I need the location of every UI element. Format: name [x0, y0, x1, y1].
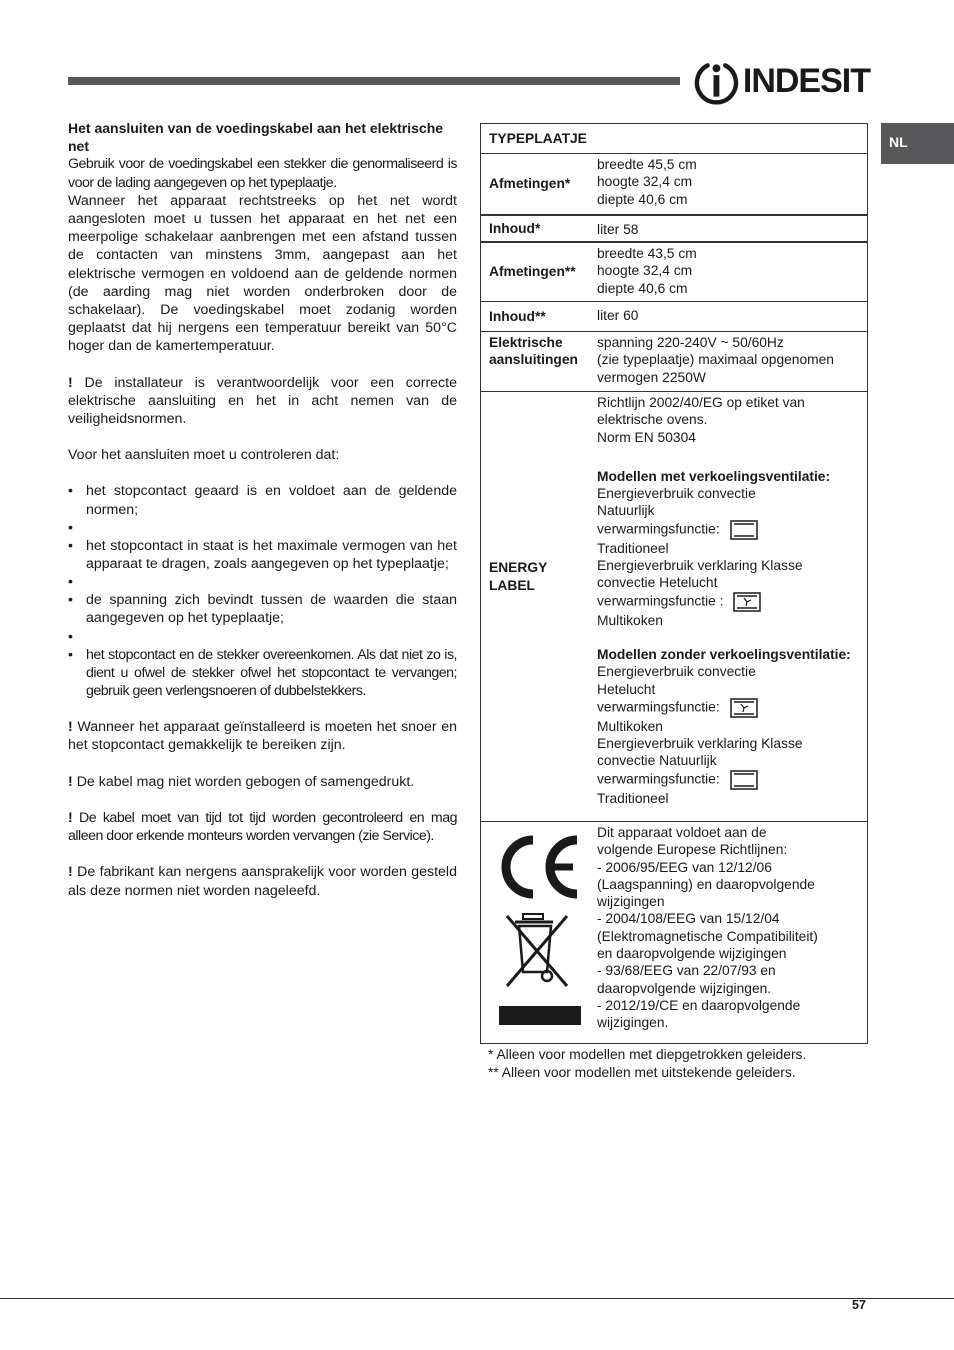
value-line: Richtlijn 2002/40/EG op etiket van — [597, 395, 805, 410]
row-value — [597, 243, 867, 301]
table-row — [481, 331, 867, 391]
value-line: Dit apparaat voldoet aan de — [597, 825, 767, 840]
value-line: verwarmingsfunctie: — [597, 698, 859, 718]
table-row — [481, 153, 867, 214]
check-intro: Voor het aansluiten moet u controleren dat: — [68, 447, 340, 464]
ce-mark-icon — [497, 834, 581, 900]
language-tab: NL — [881, 123, 954, 164]
fan-oven-icon — [730, 698, 758, 718]
warning-text: De kabel moet van tijd tot tijd worden gecontroleerd en mag alleen door erkende monteurs worden vervangen (zie Service). — [68, 809, 457, 845]
warning-manufacturer — [68, 863, 457, 899]
page-number: 57 — [852, 1298, 866, 1312]
warning-cable-access — [68, 718, 457, 754]
section-title: Het aansluiten van de voedingskabel aan het elektrische net — [68, 120, 444, 155]
value-line: elektrische ovens. — [597, 412, 708, 428]
row-label: Inhoud* — [489, 220, 541, 236]
value-line: convectie Hetelucht — [597, 575, 718, 591]
row-value — [597, 332, 867, 391]
value-line: - 2004/108/EEG van 15/12/04 — [597, 911, 780, 927]
value-line: diepte 40,6 cm — [597, 280, 688, 296]
table-row — [481, 214, 867, 241]
value-line: vermogen 2250W — [597, 369, 706, 385]
paragraph-plug: Gebruik voor de voedingskabel een stekker die genormaliseerd is voor de lading aangegeven op het typeplaatje. — [68, 156, 457, 191]
brand-name: INDESIT — [742, 62, 870, 100]
left-column — [68, 119, 457, 900]
warning-mark: ! — [68, 374, 73, 391]
row-value: liter 60 — [597, 308, 639, 323]
value-line: spanning 220-240V ~ 50/60Hz — [597, 335, 784, 350]
list-item: • het stopcontact geaard is en voldoet aan de geldende normen; — [68, 482, 457, 518]
table-row-energy — [481, 391, 867, 821]
value-line: verwarmingsfunctie: — [597, 520, 859, 540]
value-line: Energieverbruik convectie — [597, 486, 756, 502]
value-line: volgende Europese Richtlijnen: — [597, 842, 788, 858]
footnote: ** Alleen voor modellen met uitstekende geleiders. — [488, 1064, 796, 1080]
traditional-oven-icon — [730, 770, 758, 790]
traditional-oven-icon — [730, 520, 758, 540]
warning-text: De kabel mag niet worden gebogen of samengedrukt. — [76, 773, 415, 790]
paragraph-direct-connection: Wanneer het apparaat rechtstreeks op het net wordt aangesloten moet u tussen het apparaat en het net een meerpolige schakelaar aanbrengen met een afstand tussen de contacten van minstens 3mm, aangepast aan het elektrische vermogen en voldoend aan de geldende normen (de aarding mag niet worden onderbroken door de schakelaar). De voedingskabel moet zodanig worden geplaatst dat hij nergens een temperatuur bereikt van 50°C hoger dan de kamertemperatuur. — [68, 192, 457, 355]
warning-mark: ! — [68, 809, 73, 826]
warning-mark: ! — [68, 773, 73, 790]
table-row — [481, 241, 867, 301]
value-line: Natuurlijk — [597, 503, 655, 519]
warning-text: De fabrikant kan nergens aansprakelijk voor worden gesteld als deze normen niet worden nageleefd. — [68, 864, 457, 899]
value-line: Multikoken — [597, 718, 663, 734]
value-line: wijzigingen — [597, 894, 665, 910]
table-row-ce — [481, 821, 867, 1043]
weee-crossed-bin-icon — [501, 910, 575, 992]
warning-cable-check — [68, 809, 457, 845]
compliance-marks — [481, 822, 597, 1043]
ce-text — [597, 822, 867, 1043]
value-line: (zie typeplaatje) maximaal opgenomen — [597, 352, 834, 368]
value-line: en daaropvolgende wijzigingen — [597, 946, 787, 962]
value-line: hoogte 32,4 cm — [597, 174, 693, 190]
value-line: verwarmingsfunctie : — [597, 592, 859, 612]
value-line: breedte 43,5 cm — [597, 246, 697, 261]
value-line: Energieverbruik verklaring Klasse — [597, 558, 803, 574]
value-line: wijzigingen. — [597, 1015, 669, 1031]
value-line: convectie Natuurlijk — [597, 753, 717, 769]
table-header-row — [481, 124, 867, 153]
value-line: - 93/68/EEG van 22/07/93 en — [597, 963, 776, 979]
value-line: Norm EN 50304 — [597, 429, 696, 445]
warning-cable-bend — [68, 773, 457, 791]
warning-installer — [68, 374, 457, 429]
value-line: verwarmingsfunctie: — [597, 770, 859, 790]
value-line: Multikoken — [597, 612, 663, 628]
row-value — [597, 392, 867, 821]
row-value — [597, 154, 867, 214]
row-value: liter 58 — [597, 222, 639, 237]
row-label: ENERGY LABEL — [489, 560, 548, 593]
warning-mark: ! — [68, 719, 73, 736]
subsection-title: Modellen zonder verkoelingsventilatie: — [597, 646, 851, 662]
value-line: hoogte 32,4 cm — [597, 263, 693, 279]
row-label: Afmetingen* — [489, 176, 571, 192]
warning-text: Wanneer het apparaat geïnstalleerd is moeten het snoer en het stopcontact gemakkelijk te bereiken zijn. — [68, 719, 457, 754]
weee-black-bar — [499, 1006, 581, 1025]
typeplate-table — [480, 123, 868, 1044]
header-bar — [68, 77, 680, 85]
table-row — [481, 301, 867, 331]
value-line: Hetelucht — [597, 681, 656, 697]
warning-text: De installateur is verantwoordelijk voor een correcte elektrische aansluiting en het in acht nemen van de veiligheidsnormen. — [68, 374, 457, 428]
value-line: Energieverbruik verklaring Klasse — [597, 736, 803, 752]
value-line: Traditioneel — [597, 790, 669, 806]
list-item: • het stopcontact in staat is het maximale vermogen van het apparaat te dragen, zoals aangegeven op het typeplaatje; — [68, 537, 457, 573]
row-label: Inhoud** — [489, 308, 546, 324]
value-line: breedte 45,5 cm — [597, 157, 697, 172]
footer-divider — [0, 1298, 954, 1299]
value-line: Energieverbruik convectie — [597, 664, 756, 680]
list-item: • het stopcontact en de stekker overeenkomen. Als dat niet zo is, dient u ofwel de stekker ofwel het stopcontact te vervangen; gebruik geen verlengsnoeren of dubbelstekkers. — [68, 646, 457, 701]
row-label: Elektrische aansluitingen — [489, 335, 578, 368]
footnotes — [488, 1046, 806, 1082]
warning-mark: ! — [68, 864, 73, 881]
row-label: Afmetingen** — [489, 264, 576, 280]
value-line: daaropvolgende wijzigingen. — [597, 980, 772, 996]
indesit-logo — [694, 57, 870, 105]
value-line: - 2012/19/CE en daaropvolgende — [597, 997, 801, 1013]
list-item: • de spanning zich bevindt tussen de waarden die staan aangegeven op het typeplaatje; — [68, 591, 457, 627]
fan-oven-icon — [733, 592, 761, 612]
value-line: (Laagspanning) en daaropvolgende — [597, 876, 815, 892]
value-line: Traditioneel — [597, 540, 669, 556]
check-list — [68, 482, 457, 700]
indesit-i-emblem-icon — [694, 57, 739, 105]
value-line: (Elektromagnetische Compatibiliteit) — [597, 928, 818, 944]
value-line: diepte 40,6 cm — [597, 191, 688, 207]
footnote: * Alleen voor modellen met diepgetrokken geleiders. — [488, 1047, 807, 1062]
subsection-title: Modellen met verkoelingsventilatie: — [597, 468, 831, 484]
value-line: - 2006/95/EEG van 12/12/06 — [597, 859, 772, 875]
table-header: TYPEPLAATJE — [489, 131, 587, 146]
